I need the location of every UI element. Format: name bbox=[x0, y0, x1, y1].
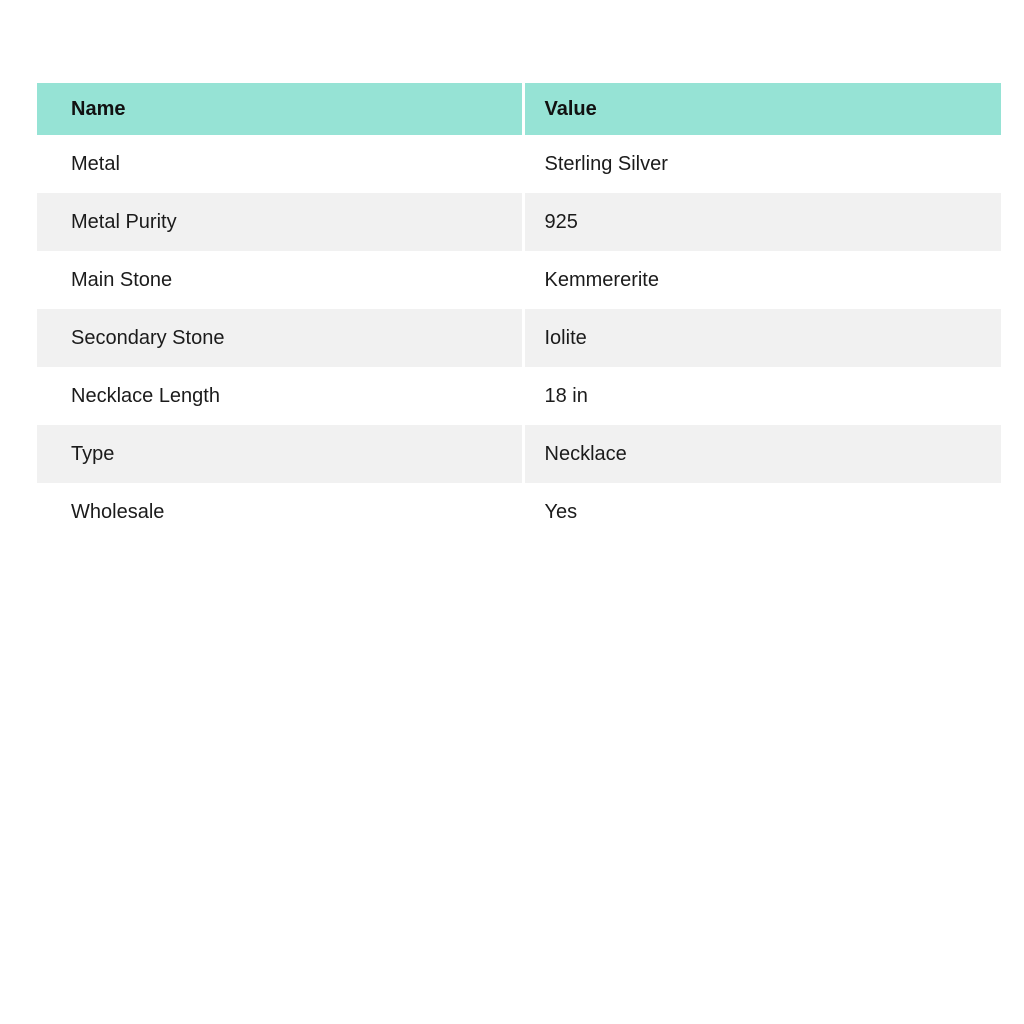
table-row bbox=[37, 251, 1001, 309]
attribute-name-cell: Type bbox=[71, 442, 115, 465]
product-attributes-table bbox=[37, 83, 1001, 541]
attribute-value-cell: 18 in bbox=[523, 367, 1001, 425]
attribute-name-cell: Wholesale bbox=[71, 500, 165, 523]
attribute-value-cell: Kemmererite bbox=[523, 251, 1001, 309]
table-row bbox=[37, 135, 1001, 193]
table-row bbox=[37, 309, 1001, 367]
attribute-value-cell: 925 bbox=[523, 193, 1001, 251]
table-row bbox=[37, 483, 1001, 541]
attribute-name-cell: Secondary Stone bbox=[71, 326, 225, 349]
attribute-name-cell: Necklace Length bbox=[71, 384, 220, 407]
attribute-name-cell: Metal Purity bbox=[71, 210, 177, 233]
attribute-value-cell: Yes bbox=[523, 483, 1001, 541]
table-row bbox=[37, 425, 1001, 483]
header-cell-value: Value bbox=[523, 83, 1001, 135]
table-header-row bbox=[37, 83, 1001, 135]
attribute-name-cell: Metal bbox=[71, 152, 120, 175]
attribute-value-cell: Sterling Silver bbox=[523, 135, 1001, 193]
attribute-name-cell: Main Stone bbox=[71, 268, 173, 291]
product-attributes-table-container bbox=[37, 83, 1001, 541]
header-cell-name: Name bbox=[37, 83, 523, 135]
attribute-value-cell: Necklace bbox=[523, 425, 1001, 483]
table-row bbox=[37, 367, 1001, 425]
table-row bbox=[37, 193, 1001, 251]
attribute-value-cell: Iolite bbox=[523, 309, 1001, 367]
